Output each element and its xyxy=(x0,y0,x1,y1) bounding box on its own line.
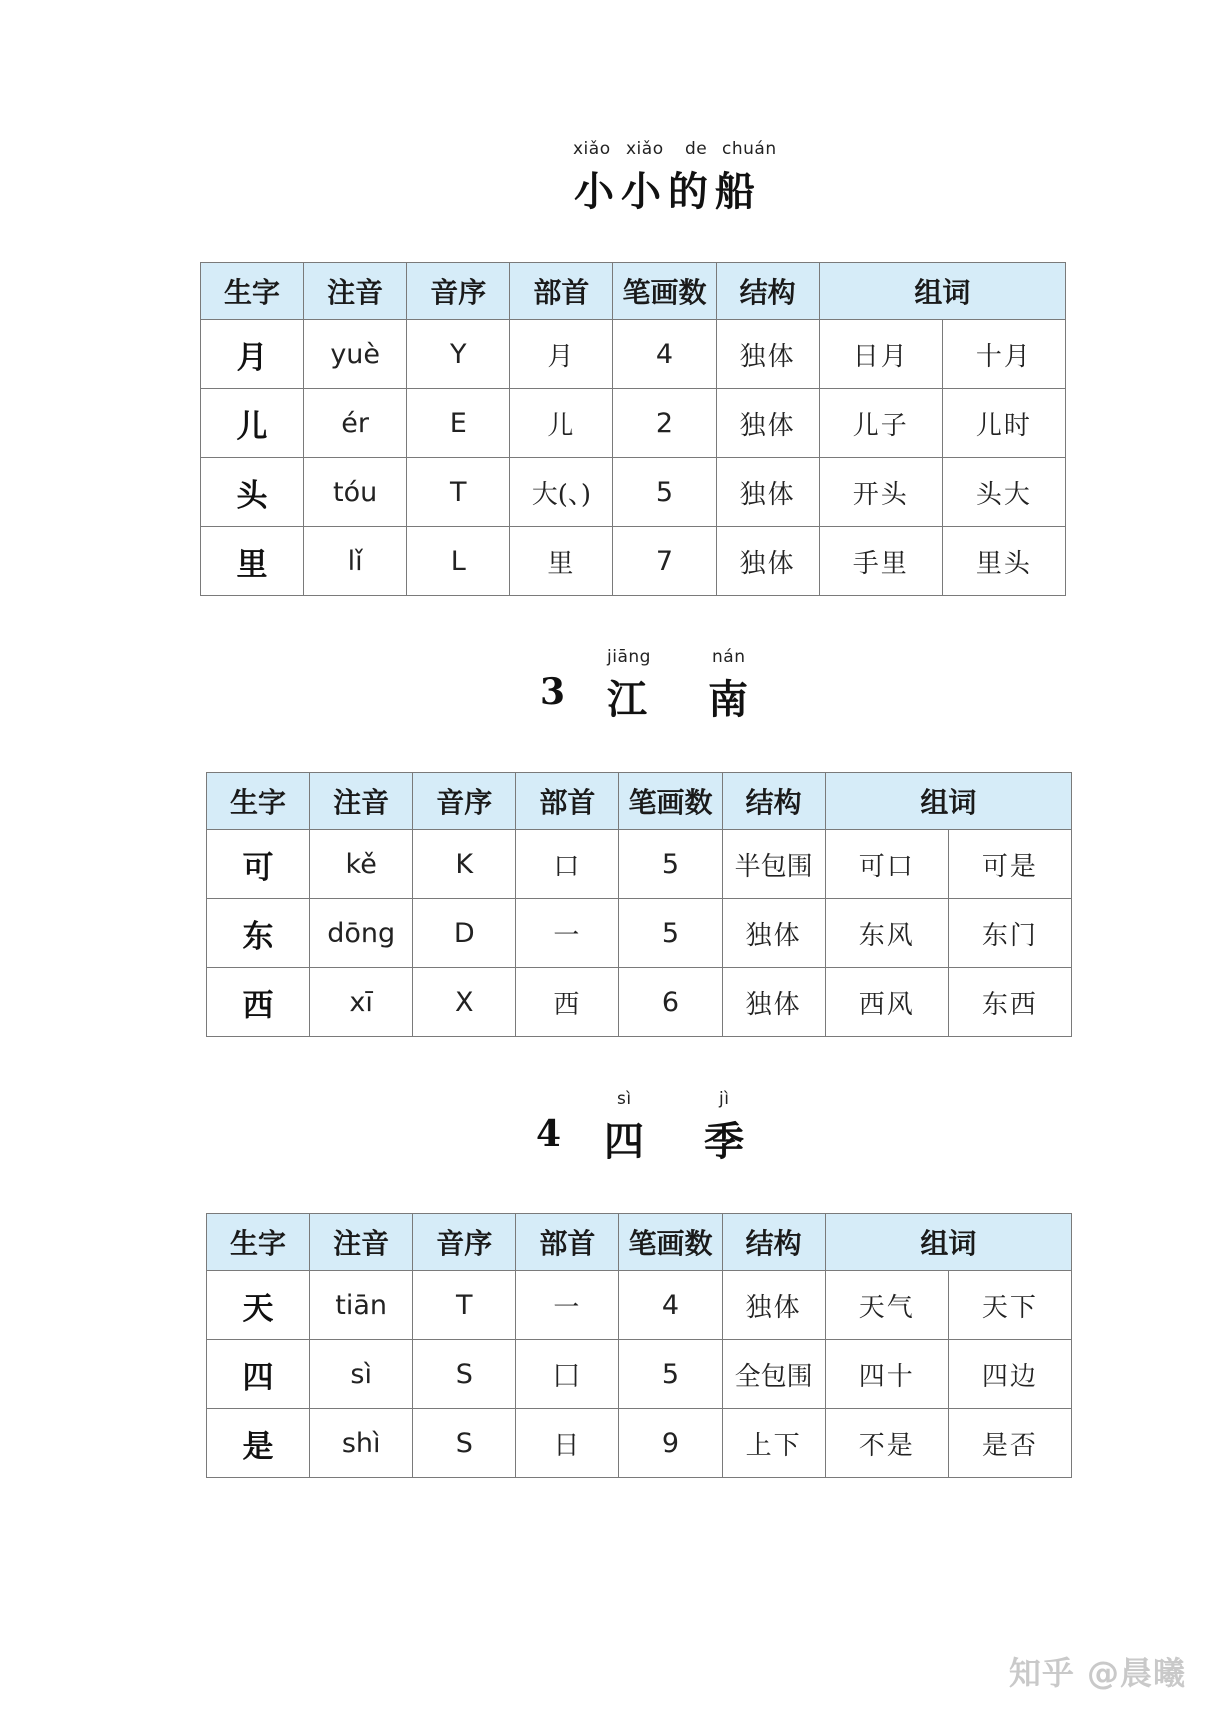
cell-character: 东 xyxy=(207,899,310,968)
cell-pinyin: xī xyxy=(310,968,413,1037)
header-character: 生字 xyxy=(207,1214,310,1271)
cell-initial: L xyxy=(407,527,510,596)
cell-strokes: 5 xyxy=(619,1340,722,1409)
character-table-4 xyxy=(206,1213,1072,1478)
cell-pinyin: tóu xyxy=(304,458,407,527)
cell-structure: 全包围 xyxy=(722,1340,825,1409)
table-row xyxy=(201,389,1066,458)
header-structure: 结构 xyxy=(716,263,819,320)
watermark: 知乎 @晨曦 xyxy=(1008,1654,1186,1692)
cell-structure: 独体 xyxy=(716,320,819,389)
table-row xyxy=(201,320,1066,389)
lesson-title xyxy=(540,668,780,723)
pinyin-syllable: sì xyxy=(617,1089,632,1109)
title-char: 船 xyxy=(715,168,755,215)
lesson-number: 4 xyxy=(536,1113,562,1155)
table-row xyxy=(207,1271,1072,1340)
cell-character: 天 xyxy=(207,1271,310,1340)
cell-initial: Y xyxy=(407,320,510,389)
cell-radical: 月 xyxy=(510,320,613,389)
table-row xyxy=(207,830,1072,899)
cell-word: 开头 xyxy=(819,458,942,527)
table-row xyxy=(207,968,1072,1037)
cell-strokes: 4 xyxy=(619,1271,722,1340)
cell-initial: X xyxy=(413,968,516,1037)
cell-pinyin: ér xyxy=(304,389,407,458)
header-initial: 音序 xyxy=(413,773,516,830)
cell-character: 月 xyxy=(201,320,304,389)
cell-structure: 独体 xyxy=(716,458,819,527)
cell-radical: 日 xyxy=(516,1409,619,1478)
cell-radical: 一 xyxy=(516,899,619,968)
header-pinyin: 注音 xyxy=(304,263,407,320)
cell-word: 日月 xyxy=(819,320,942,389)
header-radical: 部首 xyxy=(516,1214,619,1271)
pinyin-syllable: jì xyxy=(719,1089,730,1109)
cell-radical: 囗 xyxy=(516,1340,619,1409)
cell-pinyin: tiān xyxy=(310,1271,413,1340)
cell-strokes: 4 xyxy=(613,320,716,389)
cell-character: 头 xyxy=(201,458,304,527)
cell-structure: 独体 xyxy=(722,968,825,1037)
pinyin-syllable: chuán xyxy=(722,139,777,159)
header-words: 组词 xyxy=(825,773,1071,830)
cell-word: 不是 xyxy=(825,1409,948,1478)
table-row xyxy=(201,527,1066,596)
header-words: 组词 xyxy=(825,1214,1071,1271)
cell-radical: 大(、) xyxy=(510,458,613,527)
cell-character: 里 xyxy=(201,527,304,596)
cell-word: 四边 xyxy=(948,1340,1071,1409)
pinyin-syllable: jiāng xyxy=(607,647,651,667)
cell-word: 天气 xyxy=(825,1271,948,1340)
cell-character: 儿 xyxy=(201,389,304,458)
title-char: 的 xyxy=(668,168,708,215)
table-header-row xyxy=(207,1214,1072,1271)
lesson-title xyxy=(536,1110,776,1165)
cell-character: 西 xyxy=(207,968,310,1037)
cell-initial: S xyxy=(413,1409,516,1478)
cell-initial: K xyxy=(413,830,516,899)
cell-strokes: 5 xyxy=(613,458,716,527)
header-words: 组词 xyxy=(819,263,1065,320)
cell-word: 四十 xyxy=(825,1340,948,1409)
cell-word: 天下 xyxy=(948,1271,1071,1340)
title-char: 江 xyxy=(607,676,647,723)
cell-structure: 上下 xyxy=(722,1409,825,1478)
cell-word: 手里 xyxy=(819,527,942,596)
cell-radical: 口 xyxy=(516,830,619,899)
cell-radical: 儿 xyxy=(510,389,613,458)
table-header-row xyxy=(201,263,1066,320)
lesson-number: 3 xyxy=(540,671,566,713)
cell-strokes: 2 xyxy=(613,389,716,458)
header-strokes: 笔画数 xyxy=(613,263,716,320)
cell-word: 儿子 xyxy=(819,389,942,458)
header-structure: 结构 xyxy=(722,773,825,830)
cell-initial: T xyxy=(407,458,510,527)
header-pinyin: 注音 xyxy=(310,1214,413,1271)
title-char: 小 xyxy=(574,168,614,215)
header-initial: 音序 xyxy=(407,263,510,320)
title-char: 四 xyxy=(604,1118,644,1165)
title-char: 小 xyxy=(621,168,661,215)
cell-word: 里头 xyxy=(942,527,1065,596)
cell-structure: 独体 xyxy=(722,1271,825,1340)
cell-character: 可 xyxy=(207,830,310,899)
header-radical: 部首 xyxy=(510,263,613,320)
table-row xyxy=(207,1340,1072,1409)
character-table-1 xyxy=(200,262,1066,596)
title-char: 季 xyxy=(704,1118,744,1165)
cell-pinyin: shì xyxy=(310,1409,413,1478)
cell-strokes: 6 xyxy=(619,968,722,1037)
lesson-title xyxy=(574,160,814,215)
cell-character: 是 xyxy=(207,1409,310,1478)
cell-word: 东风 xyxy=(825,899,948,968)
header-pinyin: 注音 xyxy=(310,773,413,830)
cell-initial: T xyxy=(413,1271,516,1340)
cell-pinyin: kě xyxy=(310,830,413,899)
cell-strokes: 5 xyxy=(619,830,722,899)
cell-word: 东门 xyxy=(948,899,1071,968)
table-row xyxy=(201,458,1066,527)
cell-radical: 西 xyxy=(516,968,619,1037)
header-radical: 部首 xyxy=(516,773,619,830)
cell-radical: 里 xyxy=(510,527,613,596)
cell-structure: 独体 xyxy=(722,899,825,968)
cell-radical: 一 xyxy=(516,1271,619,1340)
cell-strokes: 5 xyxy=(619,899,722,968)
cell-character: 四 xyxy=(207,1340,310,1409)
cell-pinyin: sì xyxy=(310,1340,413,1409)
character-table-3 xyxy=(206,772,1072,1037)
pinyin-syllable: xiǎo xyxy=(626,139,664,159)
header-initial: 音序 xyxy=(413,1214,516,1271)
header-character: 生字 xyxy=(207,773,310,830)
cell-pinyin: yuè xyxy=(304,320,407,389)
cell-word: 头大 xyxy=(942,458,1065,527)
pinyin-syllable: xiǎo xyxy=(573,139,611,159)
pinyin-syllable: nán xyxy=(712,647,746,667)
cell-word: 西风 xyxy=(825,968,948,1037)
cell-word: 可是 xyxy=(948,830,1071,899)
table-row xyxy=(207,1409,1072,1478)
cell-initial: D xyxy=(413,899,516,968)
cell-word: 十月 xyxy=(942,320,1065,389)
header-strokes: 笔画数 xyxy=(619,773,722,830)
cell-strokes: 9 xyxy=(619,1409,722,1478)
table-row xyxy=(207,899,1072,968)
cell-word: 儿时 xyxy=(942,389,1065,458)
cell-initial: E xyxy=(407,389,510,458)
header-structure: 结构 xyxy=(722,1214,825,1271)
cell-word: 是否 xyxy=(948,1409,1071,1478)
title-char: 南 xyxy=(708,676,748,723)
cell-strokes: 7 xyxy=(613,527,716,596)
pinyin-syllable: de xyxy=(685,139,708,159)
cell-word: 东西 xyxy=(948,968,1071,1037)
cell-pinyin: dōng xyxy=(310,899,413,968)
header-strokes: 笔画数 xyxy=(619,1214,722,1271)
cell-structure: 半包围 xyxy=(722,830,825,899)
cell-pinyin: lǐ xyxy=(304,527,407,596)
cell-word: 可口 xyxy=(825,830,948,899)
cell-structure: 独体 xyxy=(716,527,819,596)
header-character: 生字 xyxy=(201,263,304,320)
table-header-row xyxy=(207,773,1072,830)
cell-structure: 独体 xyxy=(716,389,819,458)
cell-initial: S xyxy=(413,1340,516,1409)
